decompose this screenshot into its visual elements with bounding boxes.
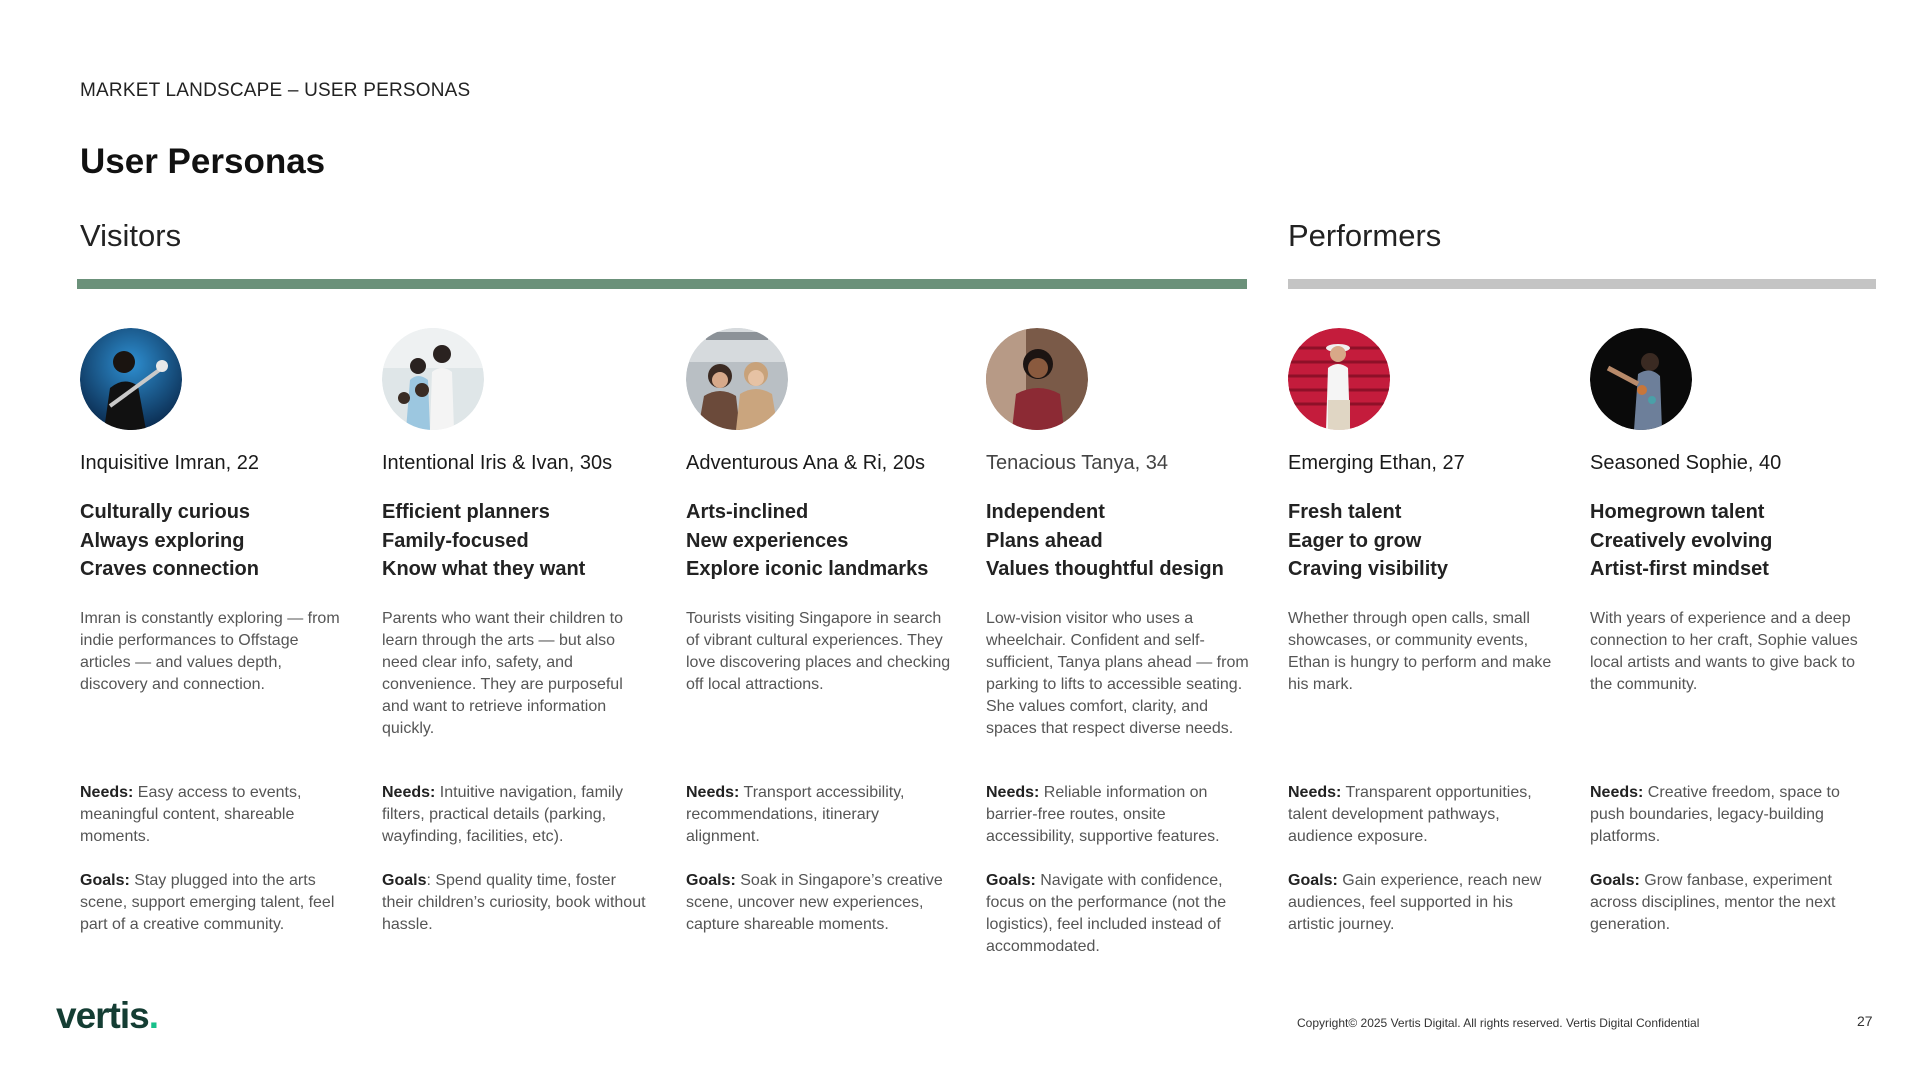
persona-goals <box>686 870 954 936</box>
persona-trait: Values thoughtful design <box>986 558 1224 580</box>
persona-trait: Always exploring <box>80 529 245 552</box>
persona-needs <box>80 782 348 848</box>
page-number: 27 <box>1857 1013 1873 1029</box>
goals-text: Navigate with confidence, focus on the performance (not the logistics), feel included instead of accommodated. <box>986 872 1227 955</box>
persona-needs <box>686 782 954 848</box>
page-title: User Personas <box>80 142 326 181</box>
persona-card-ethan <box>1288 328 1556 936</box>
goals-text: : Spend quality time, foster their children’s curiosity, book without hassle. <box>382 872 646 933</box>
persona-trait: Craves connection <box>80 558 259 580</box>
persona-trait: Craving visibility <box>1288 558 1449 580</box>
persona-trait: Fresh talent <box>1288 501 1402 523</box>
persona-name: Seasoned Sophie, 40 <box>1590 452 1782 474</box>
persona-name: Inquisitive Imran, 22 <box>80 452 259 474</box>
persona-card-iris-ivan <box>382 328 650 936</box>
logo-dot: . <box>148 995 159 1036</box>
persona-card-ana-ri <box>686 328 954 936</box>
persona-card-imran <box>80 328 348 936</box>
persona-trait: Efficient planners <box>382 501 550 523</box>
persona-description: Imran is constantly exploring — from indie performances to Offstage articles — and values depth, discovery and connection. <box>80 610 340 693</box>
goals-label: Goals: <box>986 872 1036 889</box>
persona-trait: Arts-inclined <box>686 501 809 523</box>
persona-needs <box>1590 782 1858 848</box>
needs-label: Needs: <box>1288 784 1342 801</box>
needs-text: Easy access to events, meaningful content, shareable moments. <box>80 784 302 845</box>
goals-text: Grow fanbase, experiment across disciplines, mentor the next generation. <box>1590 872 1836 933</box>
needs-text: Reliable information on barrier-free routes, onsite accessibility, supportive features. <box>986 784 1220 845</box>
needs-label: Needs: <box>382 784 436 801</box>
persona-traits <box>986 498 1254 586</box>
persona-card-sophie <box>1590 328 1858 936</box>
persona-goals <box>1590 870 1858 936</box>
goals-label: Goals: <box>1288 872 1338 889</box>
persona-needs <box>986 782 1254 848</box>
vertis-logo <box>56 995 158 1037</box>
goals-label: Goals: <box>1590 872 1640 889</box>
persona-traits <box>382 498 650 586</box>
persona-goals <box>986 870 1254 958</box>
persona-photo-iris-ivan <box>382 328 484 430</box>
needs-label: Needs: <box>686 784 740 801</box>
section-label-performers: Performers <box>1288 218 1442 253</box>
persona-description: Whether through open calls, small showcases, or community events, Ethan is hungry to perform and make his mark. <box>1288 610 1552 693</box>
persona-description: Low-vision visitor who uses a wheelchair. Confident and self-sufficient, Tanya plans ahead — from parking to lifts to accessible seating. She values comfort, clarity, and spaces that respect diverse needs. <box>986 610 1249 737</box>
persona-description: With years of experience and a deep connection to her craft, Sophie values local artists and wants to give back to the community. <box>1590 610 1858 693</box>
persona-trait: Culturally curious <box>80 501 251 523</box>
persona-photo-imran <box>80 328 182 430</box>
persona-name: Emerging Ethan, 27 <box>1288 452 1465 474</box>
section-rule-performers <box>1288 279 1876 289</box>
persona-needs <box>382 782 650 848</box>
persona-card-tanya <box>986 328 1254 958</box>
goals-text: Gain experience, reach new audiences, feel supported in his artistic journey. <box>1288 872 1542 933</box>
persona-trait: Eager to grow <box>1288 529 1422 552</box>
persona-trait: Independent <box>986 501 1105 523</box>
goals-label: Goals: <box>686 872 736 889</box>
persona-description: Parents who want their children to learn through the arts — but also need clear info, safety, and convenience. They are purposeful and want to retrieve information quickly. <box>382 610 624 737</box>
needs-label: Needs: <box>1590 784 1644 801</box>
logo-text: vertis <box>56 995 149 1036</box>
persona-photo-tanya <box>986 328 1088 430</box>
persona-trait: Homegrown talent <box>1590 501 1765 523</box>
persona-trait: Artist-first mindset <box>1590 558 1769 580</box>
needs-text: Transport accessibility, recommendations, itinerary alignment. <box>686 784 905 845</box>
needs-label: Needs: <box>80 784 134 801</box>
persona-traits <box>80 498 348 586</box>
persona-photo-ana-ri <box>686 328 788 430</box>
needs-label: Needs: <box>986 784 1040 801</box>
section-label-visitors: Visitors <box>80 218 182 253</box>
persona-goals <box>382 870 650 936</box>
persona-trait: Know what they want <box>382 558 586 580</box>
persona-name: Tenacious Tanya, 34 <box>986 452 1168 474</box>
persona-trait: Family-focused <box>382 529 529 552</box>
needs-text: Intuitive navigation, family filters, practical details (parking, wayfinding, facilities, etc). <box>382 784 624 845</box>
eyebrow-title: MARKET LANDSCAPE – USER PERSONAS <box>80 80 471 101</box>
persona-photo-ethan <box>1288 328 1390 430</box>
goals-label: Goals: <box>80 872 130 889</box>
needs-text: Creative freedom, space to push boundaries, legacy-building platforms. <box>1590 784 1840 845</box>
persona-name: Adventurous Ana & Ri, 20s <box>686 452 926 474</box>
goals-text: Stay plugged into the arts scene, support emerging talent, feel part of a creative community. <box>80 872 335 933</box>
persona-trait: Creatively evolving <box>1590 529 1773 552</box>
persona-trait: New experiences <box>686 529 849 552</box>
goals-label: Goals <box>382 872 427 889</box>
persona-goals <box>1288 870 1556 936</box>
persona-trait: Explore iconic landmarks <box>686 558 929 580</box>
persona-needs <box>1288 782 1556 848</box>
persona-photo-sophie <box>1590 328 1692 430</box>
persona-name: Intentional Iris & Ivan, 30s <box>382 452 613 474</box>
persona-traits <box>1288 498 1556 586</box>
persona-trait: Plans ahead <box>986 529 1103 552</box>
persona-traits <box>1590 498 1858 586</box>
persona-goals <box>80 870 348 936</box>
needs-text: Transparent opportunities, talent development pathways, audience exposure. <box>1288 784 1532 845</box>
section-rule-visitors <box>77 279 1247 289</box>
persona-traits <box>686 498 954 586</box>
goals-text: Soak in Singapore’s creative scene, uncover new experiences, capture shareable moments. <box>686 872 943 933</box>
persona-description: Tourists visiting Singapore in search of vibrant cultural experiences. They love discovering places and checking off local attractions. <box>686 610 951 693</box>
copyright-notice: Copyright© 2025 Vertis Digital. All rights reserved. Vertis Digital Confidential <box>1297 1016 1700 1030</box>
